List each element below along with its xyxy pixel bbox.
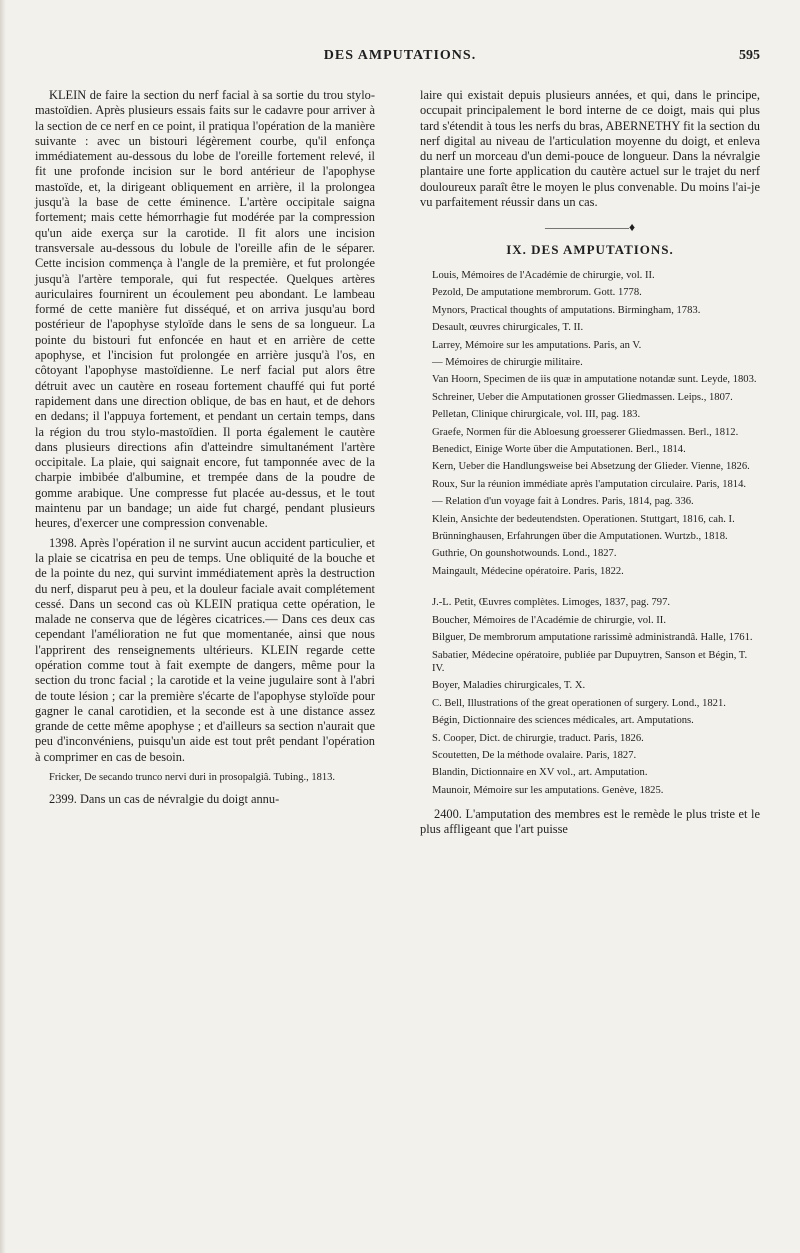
bibliography-entry: Pezold, De amputatione membrorum. Gott. 1778. (432, 287, 642, 299)
bibliography-entry: J.-L. Petit, Œuvres complètes. Limoges, 1837, pag. 797. (432, 597, 671, 609)
bibliography-entry: Louis, Mémoires de l'Académie de chirurgie, vol. II. (432, 269, 655, 281)
right-column (420, 88, 760, 842)
page-number: 595 (739, 48, 760, 63)
bibliography-entry: Van Hoorn, Specimen de iis quæ in amputatione notandæ sunt. Leyde, 1803. (432, 374, 757, 386)
left-column (35, 88, 375, 811)
bibliography-entry: Bilguer, De membrorum amputatione rarissimè administrandâ. Halle, 1761. (432, 632, 753, 644)
bibliography-entry: Roux, Sur la réunion immédiate après l'amputation circulaire. Paris, 1814. (432, 478, 747, 490)
bibliography-entry: Desault, œuvres chirurgicales, T. II. (432, 322, 584, 334)
bibliography-entry: Bégin, Dictionnaire des sciences médicales, art. Amputations. (432, 715, 694, 727)
bibliography-entry: S. Cooper, Dict. de chirurgie, traduct. Paris, 1826. (432, 732, 644, 744)
paragraph-1398: 1398. Après l'opération il ne survint aucun accident particulier, et la plaie se cicatrisa en peu de temps. Une obliquité de la bouche et de la pointe du nez, qui survint immédiatement après la destruction du nerf, disparut peu à peu, et la douleur faciale avait complétement cessé. Dans un second cas où KLEIN pratiqua cette opération, le malade ne conserva que de légères cicatrices.— Dans ces deux cas cependant l'amélioration ne fut que momentanée, ainsi que nous l'apprirent des renseignements ultérieurs. KLEIN regarde cette opération comme tout à fait exempte de dangers, même pour la section du tronc facial ; la carotide et la veine jugulaire sont à l'abri de toute lésion ; car la première s'écarte de l'apophyse styloïde pour gagner le canal carotidien, et la seconde est à une distance assez grande de cette même apophyse ; et d'ailleurs sa section n'aurait que peu d'inconvéniens, puisqu'un aide est tout prêt pendant l'opération à comprimer en cas de besoin. (35, 535, 375, 764)
paragraph-2399: 2399. Dans un cas de névralgie du doigt annu- (49, 792, 280, 807)
bibliography-entry: C. Bell, Illustrations of the great operationen of surgery. Lond., 1821. (432, 697, 726, 709)
bibliography-entry: Maingault, Médecine opératoire. Paris, 1822. (432, 565, 624, 577)
bibliography-entry: — Mémoires de chirurgie militaire. (432, 357, 583, 368)
bibliography-entry: Graefe, Normen für die Abloesung groesserer Gliedmassen. Berl., 1812. (432, 426, 739, 438)
bibliography-entry: Boyer, Maladies chirurgicales, T. X. (432, 680, 586, 692)
bibliography-entry: Sabatier, Médecine opératoire, publiée par Dupuytren, Sanson et Bégin, T. IV. (432, 649, 748, 674)
bibliography-list (420, 269, 760, 797)
bibliography-entry: Maunoir, Mémoire sur les amputations. Genève, 1825. (432, 784, 664, 796)
bibliography-entry: Schreiner, Ueber die Amputationen grosser Gliedmassen. Leips., 1807. (432, 391, 733, 403)
bibliography-entry: — Relation d'un voyage fait à Londres. Paris, 1814, pag. 336. (432, 496, 694, 508)
page-header (40, 48, 760, 72)
bibliography-entry: Larrey, Mémoire sur les amputations. Paris, an V. (432, 339, 642, 351)
footnote-fricker: Fricker, De secando trunco nervi duri in prosopalgiâ. Tubing., 1813. (49, 772, 335, 784)
bibliography-entry: Benedict, Einige Worte über die Amputationen. Berl., 1814. (432, 444, 686, 456)
bibliography-entry: Kern, Ueber die Handlungsweise bei Absetzung der Glieder. Vienne, 1826. (432, 461, 750, 473)
bibliography-entry: Brünninghausen, Erfahrungen über die Amputationen. Wurtzb., 1818. (432, 531, 728, 543)
running-title: DES AMPUTATIONS. (323, 48, 477, 63)
bibliography-entry: Guthrie, On gounshotwounds. Lond., 1827. (432, 548, 617, 560)
section-title: IX. DES AMPUTATIONS. (506, 241, 674, 257)
section-divider: ———————♦ (544, 220, 636, 235)
bibliography-entry: Pelletan, Clinique chirurgicale, vol. III, pag. 183. (432, 409, 641, 421)
paragraph-klein-operation: KLEIN de faire la section du nerf facial à sa sortie du trou stylo-mastoïdien. Après plusieurs essais faits sur le cadavre pour arriver à la section de ce nerf en ce point, il pratiqua l'opération de la manière suivante : avec un bistouri légèrement courbe, qu'il enfonça immédiatement au-dessous du lobe de l'oreille fortement relevé, il fit une profonde incision sur le bord antérieur de l'apophyse mastoïde, et, la dirigeant obliquement en arrière, il la prolongea jusqu'à la base de cette éminence. L'artère occipitale saigna fortement; mais cette hémorrhagie fut modérée par la compression qu'un aide exerça sur la carotide. Il fit alors une incision transversale au-dessous du lobule de l'oreille afin de le séparer. Cette incision commença à l'angle de la première, et fut prolongée jusqu'à l'artère temporale, qui fut respectée. Quelques artères auriculaires fournirent un écoulement peu abondant. Le lambeau formé de cette manière fut disséqué, et on arriva jusqu'au bord postérieur de l'apophyse styloïde dans le sens de sa longueur. La pointe du bistouri fut enfoncée en haut et en arrière de cette apophyse, et l'incision fut prolongée en arrière jusqu'à l'os, en côtoyant l'apophyse mastoïdienne. Le nerf facial put alors être détruit avec un cautère en roseau fortement chauffé qui fut porté rapidement dans une direction oblique, de bas en haut, et de dehors en dedans; il l'appuya fortement, et pendant un certain temps, dans la région du trou stylo-mastoïdien. Il porta également le cautère dans plusieurs directions afin d'atteindre simultanément l'artère occipitale. La plaie, qui saignait encore, fut tamponnée avec de la charpie imbibée d'albumine, et trempée dans de la poudre de gomme arabique. Une compresse fut placée au-dessus, et le tout maintenu par un bandage; un aide fut chargé, pendant plusieurs heures, d'exercer une compression convenable. (35, 88, 375, 531)
binding-edge (0, 0, 6, 1253)
bibliography-entry: Boucher, Mémoires de l'Académie de chirurgie, vol. II. (432, 614, 666, 626)
bibliography-entry: Mynors, Practical thoughts of amputations. Birmingham, 1783. (432, 304, 701, 316)
bibliography-entry: Blandin, Dictionnaire en XV vol., art. Amputation. (432, 767, 648, 779)
paragraph-2400: 2400. L'amputation des membres est le remède le plus triste et le plus affligeant que l'art puisse (420, 807, 760, 837)
bibliography-entry: Scoutetten, De la méthode ovalaire. Paris, 1827. (432, 749, 637, 761)
bibliography-entry: Klein, Ansichte der bedeutendsten. Operationen. Stuttgart, 1816, cah. I. (432, 513, 735, 525)
paragraph-continuation: laire qui existait depuis plusieurs années, et qui, dans le principe, occupait principalement le bord interne de ce doigt, mais qui plus tard s'étendit à tous les nerfs du bras, ABERNETHY fit la section du nerf digital au niveau de l'articulation moyenne du doigt, et enleva du nerf un morceau d'un demi-pouce de longueur. Dans la névralgie plantaire une forte application du cautère actuel sur le trajet du nerf douloureux paraît être le moyen le plus convenable. Du moins l'ai-je vu parfaitement réussir dans un cas. (420, 88, 760, 210)
